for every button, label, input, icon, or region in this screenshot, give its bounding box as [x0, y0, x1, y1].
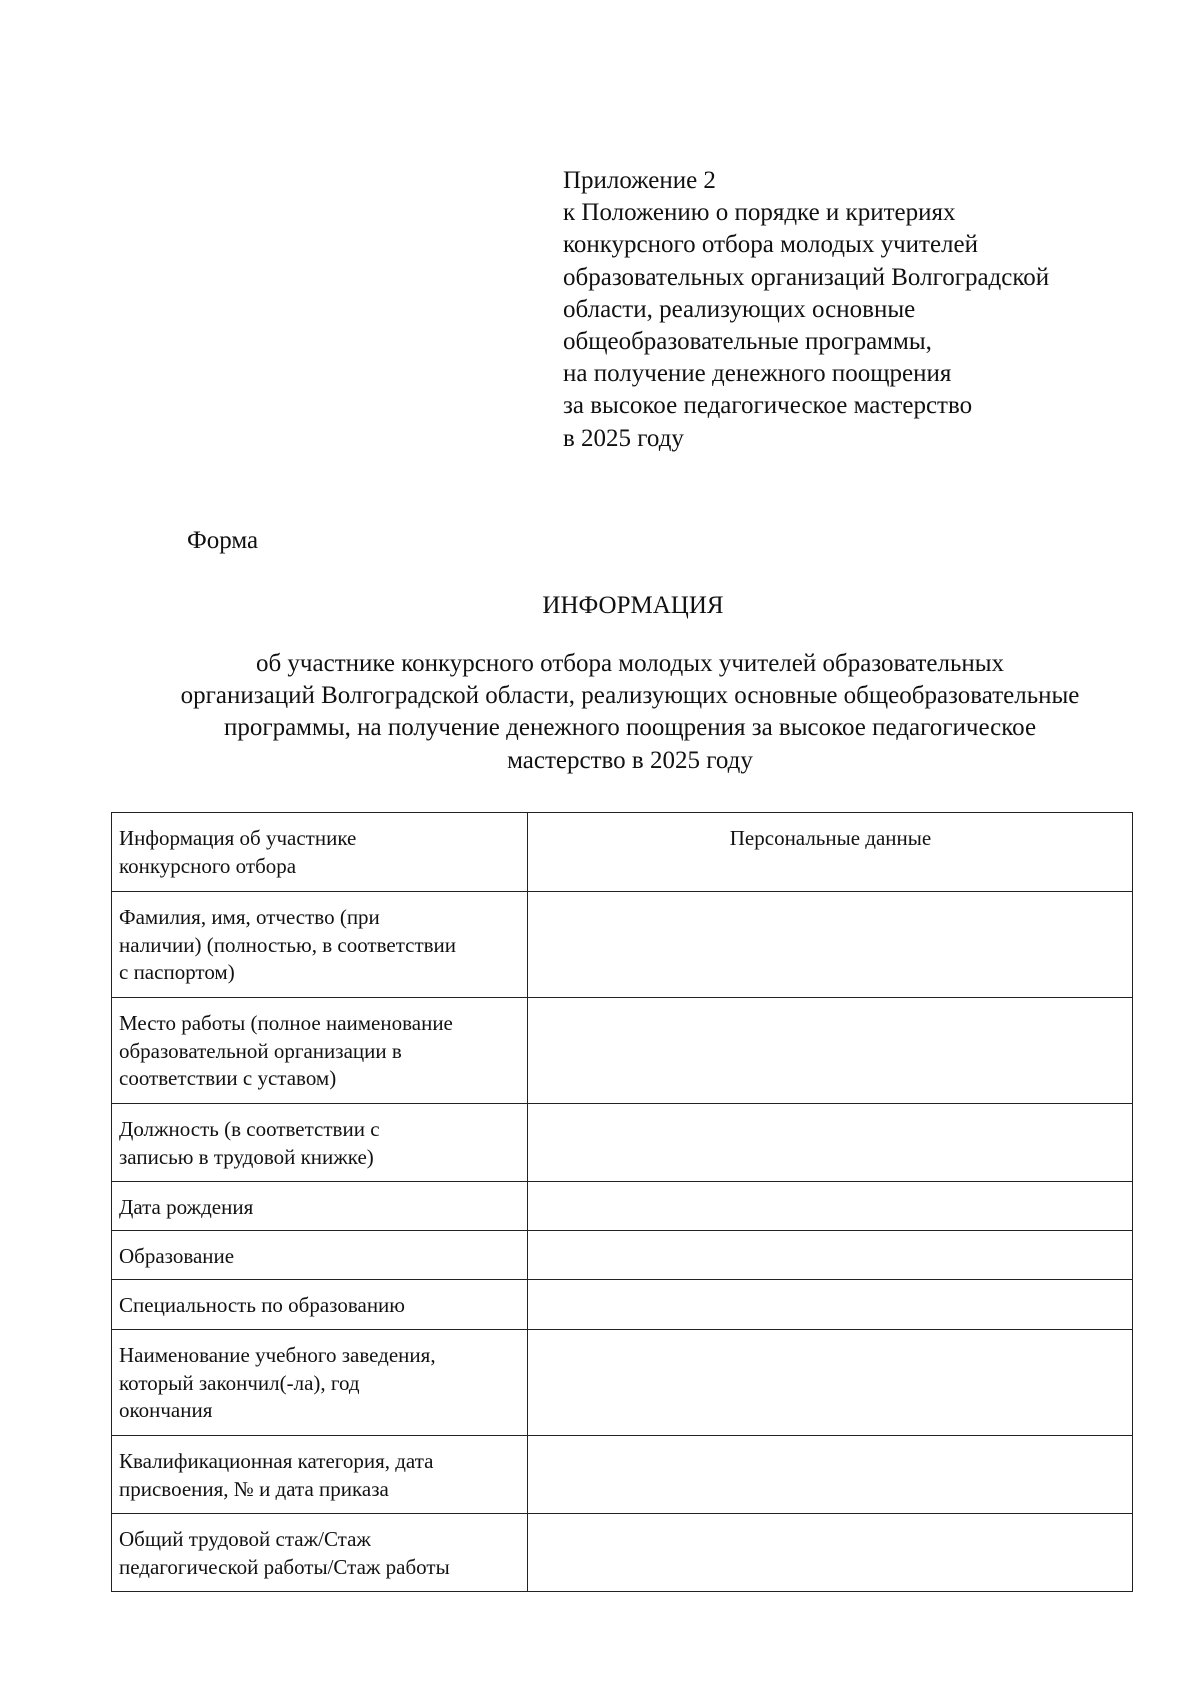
row-label-line: который закончил(-ла), год	[119, 1370, 360, 1395]
row-label-qualification	[112, 1436, 528, 1514]
row-label-line: Должность (в соответствии с	[119, 1117, 380, 1141]
table-row	[112, 1280, 1133, 1330]
row-label-line: Специальность по образованию	[119, 1293, 405, 1317]
table-header-row	[112, 813, 1133, 892]
row-label-line: Фамилия, имя, отчество (при	[119, 905, 380, 929]
table-row	[112, 1104, 1133, 1182]
value-text[interactable]	[535, 1194, 1126, 1214]
row-label-line: соответствии с уставом)	[119, 1066, 337, 1090]
table-row	[112, 998, 1133, 1104]
row-label-line: Общий трудовой стаж/Стаж	[119, 1527, 371, 1551]
value-text[interactable]	[535, 904, 1126, 924]
appendix-line: за высокое педагогическое мастерство	[563, 392, 973, 420]
row-label-line: Квалификационная категория, дата	[119, 1449, 434, 1473]
value-text[interactable]	[535, 1243, 1126, 1263]
appendix-line: конкурсного отбора молодых учителей	[563, 231, 979, 259]
row-label-position	[112, 1104, 528, 1182]
row-label-line: Наименование учебного заведения,	[119, 1343, 436, 1367]
row-label-full-name	[112, 892, 528, 998]
row-label-line: образовательной организации в	[119, 1038, 402, 1063]
subtitle-line: мастерство в 2025 году	[507, 746, 753, 774]
document-title: ИНФОРМАЦИЯ	[542, 592, 724, 619]
table-row	[112, 892, 1133, 998]
appendix-line: области, реализующих основные	[563, 295, 916, 323]
header-line: конкурсного отбора	[119, 853, 297, 878]
table-row	[112, 1231, 1133, 1280]
table-row	[112, 1514, 1133, 1592]
appendix-line: в 2025 году	[563, 424, 684, 452]
row-value-full-name[interactable]	[528, 892, 1133, 998]
row-value-birth-date[interactable]	[528, 1182, 1133, 1231]
row-value-qualification[interactable]	[528, 1436, 1133, 1514]
form-label: Форма	[187, 527, 259, 554]
row-label-line: Образование	[119, 1244, 235, 1268]
row-label-education	[112, 1231, 528, 1280]
row-label-line: педагогической работы/Стаж работы	[119, 1554, 450, 1579]
value-text[interactable]	[535, 1292, 1126, 1312]
row-label-workplace	[112, 998, 528, 1104]
document-subtitle	[110, 648, 1150, 777]
participant-info-table	[111, 812, 1133, 1592]
value-text[interactable]	[535, 1526, 1126, 1546]
header-personal-data-cell	[528, 813, 1133, 892]
row-value-institution[interactable]	[528, 1330, 1133, 1436]
appendix-line: Приложение 2	[563, 167, 716, 194]
appendix-block	[563, 165, 1049, 455]
row-value-specialty[interactable]	[528, 1280, 1133, 1330]
row-label-line: наличии) (полностью, в соответствии	[119, 932, 457, 957]
value-text[interactable]	[535, 1448, 1126, 1468]
row-label-line: с паспортом)	[119, 960, 235, 984]
row-label-birth-date	[112, 1182, 528, 1231]
row-value-work-experience[interactable]	[528, 1514, 1133, 1592]
row-label-line: окончания	[119, 1398, 213, 1422]
row-label-institution	[112, 1330, 528, 1436]
appendix-line: образовательных организаций Волгоградской	[563, 263, 1050, 291]
appendix-line: общеобразовательные программы,	[563, 328, 932, 356]
table-row	[112, 1436, 1133, 1514]
row-label-line: Дата рождения	[119, 1195, 254, 1219]
row-label-specialty	[112, 1280, 528, 1330]
value-text[interactable]	[535, 1010, 1126, 1030]
header-line: Информация об участнике	[119, 826, 357, 850]
row-label-line: Место работы (полное наименование	[119, 1011, 453, 1035]
appendix-line: к Положению о порядке и критериях	[563, 199, 956, 227]
value-text[interactable]	[535, 1342, 1126, 1362]
row-label-line: записью в трудовой книжке)	[119, 1144, 374, 1169]
row-value-position[interactable]	[528, 1104, 1133, 1182]
table-row	[112, 1182, 1133, 1231]
row-value-education[interactable]	[528, 1231, 1133, 1280]
appendix-line: на получение денежного поощрения	[563, 360, 952, 388]
row-label-line: присвоения, № и дата приказа	[119, 1476, 389, 1501]
subtitle-line: программы, на получение денежного поощрения за высокое педагогическое	[223, 714, 1037, 742]
subtitle-line: организаций Волгоградской области, реализующих основные общеобразовательные	[180, 682, 1080, 710]
subtitle-line: об участнике конкурсного отбора молодых учителей образовательных	[255, 650, 1005, 677]
header-info-cell	[112, 813, 528, 892]
header-line: Персональные данные	[729, 826, 932, 850]
table-row	[112, 1330, 1133, 1436]
row-value-workplace[interactable]	[528, 998, 1133, 1104]
row-label-work-experience	[112, 1514, 528, 1592]
value-text[interactable]	[535, 1116, 1126, 1136]
